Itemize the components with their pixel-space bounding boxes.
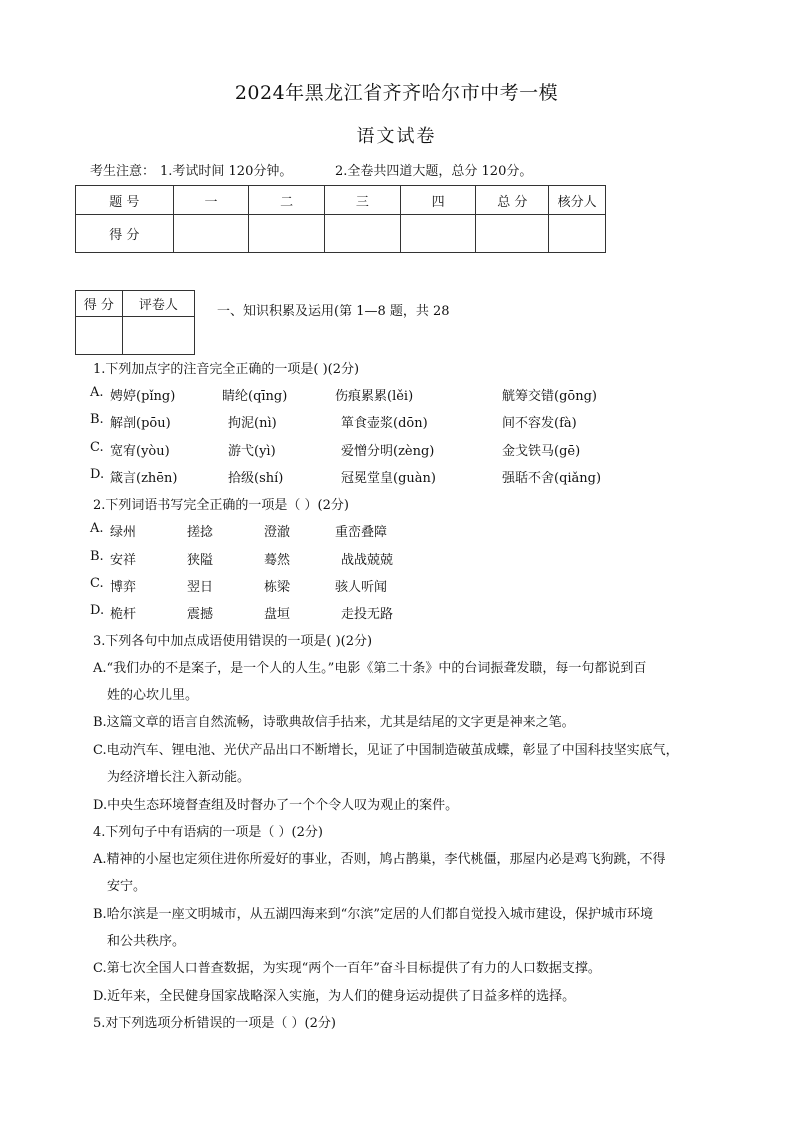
q2-option-word: 桅杆 — [110, 607, 137, 622]
q2-option-letter: C. — [90, 576, 104, 591]
score-cell[interactable] — [173, 215, 249, 253]
q1-option-letter: A. — [90, 385, 104, 400]
q1-option-term: 箪食壶浆(dōn) — [341, 416, 428, 431]
q1-option-term: 睛纶(qīng) — [222, 389, 288, 404]
q3-option-a-line1: A.“我们办的不是案子，是一个人的人生。”电影《第二十条》中的台词振聋发聩，每一句都说到百 — [93, 661, 647, 676]
q3-option-a-line2: 姓的心坎儿里。 — [107, 688, 199, 703]
q1-option-letter: C. — [90, 440, 104, 455]
q2-option-word: 盘垣 — [264, 607, 291, 622]
q2-option-word: 走投无路 — [341, 607, 394, 622]
q3-option-d: D.中央生态环境督查组及时督办了一个个令人叹为观止的案件。 — [93, 798, 459, 813]
question-1-stem: 1.下列加点字的注音完全正确的一项是( )(2分) — [93, 362, 360, 377]
q1-option-term: 金戈铁马(gē) — [502, 444, 581, 459]
score-cell[interactable] — [476, 215, 549, 253]
grader-box — [75, 290, 195, 355]
q4-option-b-line2: 和公共秩序。 — [107, 934, 186, 949]
q2-option-word: 绿州 — [110, 525, 137, 540]
q2-option-letter: D. — [90, 603, 105, 618]
q2-option-word: 狭隘 — [187, 553, 214, 568]
grader-label: 评卷人 — [122, 291, 194, 317]
q1-option-term: 觥筹交错(gōng) — [502, 389, 597, 404]
score-table-header: 一 — [173, 186, 249, 215]
q1-option-letter: B. — [90, 412, 104, 427]
grader-name-cell[interactable] — [122, 317, 194, 355]
q4-option-a-line1: A.精神的小屋也定须住进你所爱好的事业，否则，鸠占鹊巢，李代桃僵，那屋内必是鸡飞狗跳，不得 — [93, 852, 666, 867]
q2-option-word: 翌日 — [187, 580, 214, 595]
q2-option-word: 澄澈 — [264, 525, 291, 540]
q1-option-term: 游弋(yì) — [228, 444, 276, 459]
q1-option-term: 间不容发(fà) — [502, 416, 577, 431]
q1-option-term: 解剖(pōu) — [110, 416, 171, 431]
q2-option-word: 骇人听闻 — [335, 580, 388, 595]
exam-title: 2024年黑龙江省齐齐哈尔市中考一模 — [234, 82, 559, 104]
question-3-stem: 3.下列各句中加点成语使用错误的一项是( )(2分) — [93, 634, 373, 649]
q1-option-term: 爱憎分明(zèng) — [341, 444, 435, 459]
q1-option-letter: D. — [90, 467, 105, 482]
q1-option-term: 娉婷(pǐng) — [110, 389, 176, 404]
score-cell[interactable] — [249, 215, 325, 253]
q2-option-letter: A. — [90, 521, 104, 536]
q1-option-term: 宽宥(yòu) — [110, 444, 170, 459]
question-2-stem: 2.下列词语书写完全正确的一项是（ ）(2分) — [93, 498, 349, 513]
q1-option-term: 冠冕堂皇(guàn) — [341, 471, 436, 486]
q2-option-word: 搓捻 — [187, 525, 214, 540]
score-table-header: 总 分 — [476, 186, 549, 215]
q1-option-term: 强聒不舍(qiǎng) — [502, 471, 602, 486]
notice-item-2: 2.全卷共四道大题，总分 120分。 — [335, 164, 533, 179]
q1-option-term: 箴言(zhēn) — [110, 471, 178, 486]
q1-option-term: 拘泥(nì) — [228, 416, 277, 431]
score-table-header: 核分人 — [549, 186, 606, 215]
q4-option-d: D.近年来，全民健身国家战略深入实施，为人们的健身运动提供了日益多样的选择。 — [93, 989, 576, 1004]
q2-option-word: 战战兢兢 — [341, 553, 394, 568]
q1-option-term: 拾级(shí) — [228, 471, 284, 486]
q2-option-word: 安祥 — [110, 553, 137, 568]
score-cell[interactable] — [325, 215, 401, 253]
grader-score-label: 得 分 — [76, 291, 123, 317]
score-table — [75, 185, 606, 253]
q3-option-c-line2: 为经济增长注入新动能。 — [107, 770, 251, 785]
notice-label: 考生注意： — [90, 164, 156, 179]
q4-option-b-line1: B.哈尔滨是一座文明城市，从五湖四海来到“尔滨”定居的人们都自觉投入城市建设，保护城市环境 — [93, 907, 653, 922]
q3-option-c-line1: C.电动汽车、锂电池、光伏产品出口不断增长，见证了中国制造破茧成蝶，彰显了中国科技坚实底气， — [93, 743, 679, 758]
section-1-title: 一、知识积累及运用(第 1—8 题，共 28 — [217, 304, 450, 319]
q2-option-letter: B. — [90, 549, 104, 564]
score-table-header: 题 号 — [76, 186, 174, 215]
q4-option-a-line2: 安宁。 — [107, 879, 147, 894]
score-cell[interactable] — [549, 215, 606, 253]
q4-option-c: C.第七次全国人口普查数据，为实现“两个一百年”奋斗目标提供了有力的人口数据支撑。 — [93, 961, 601, 976]
q2-option-word: 栋梁 — [264, 580, 291, 595]
score-table-header: 四 — [400, 186, 476, 215]
notice-item-1: 1.考试时间 120分钟。 — [160, 164, 293, 179]
grader-score-cell[interactable] — [76, 317, 123, 355]
score-row-label: 得 分 — [76, 215, 174, 253]
question-4-stem: 4.下列句子中有语病的一项是（ ）(2分) — [93, 825, 323, 840]
q2-option-word: 蓦然 — [264, 553, 291, 568]
q2-option-word: 震撼 — [187, 607, 214, 622]
score-cell[interactable] — [400, 215, 476, 253]
q2-option-word: 重峦叠障 — [335, 525, 388, 540]
q2-option-word: 博弈 — [110, 580, 137, 595]
score-table-header: 三 — [325, 186, 401, 215]
exam-subtitle: 语文试卷 — [356, 126, 437, 147]
q1-option-term: 伤痕累累(lěi) — [335, 389, 414, 404]
score-table-header: 二 — [249, 186, 325, 215]
q3-option-b: B.这篇文章的语言自然流畅，诗歌典故信手拈来，尤其是结尾的文字更是神来之笔。 — [93, 715, 575, 730]
question-5-stem: 5.对下列选项分析错误的一项是（ ）(2分) — [93, 1016, 336, 1031]
